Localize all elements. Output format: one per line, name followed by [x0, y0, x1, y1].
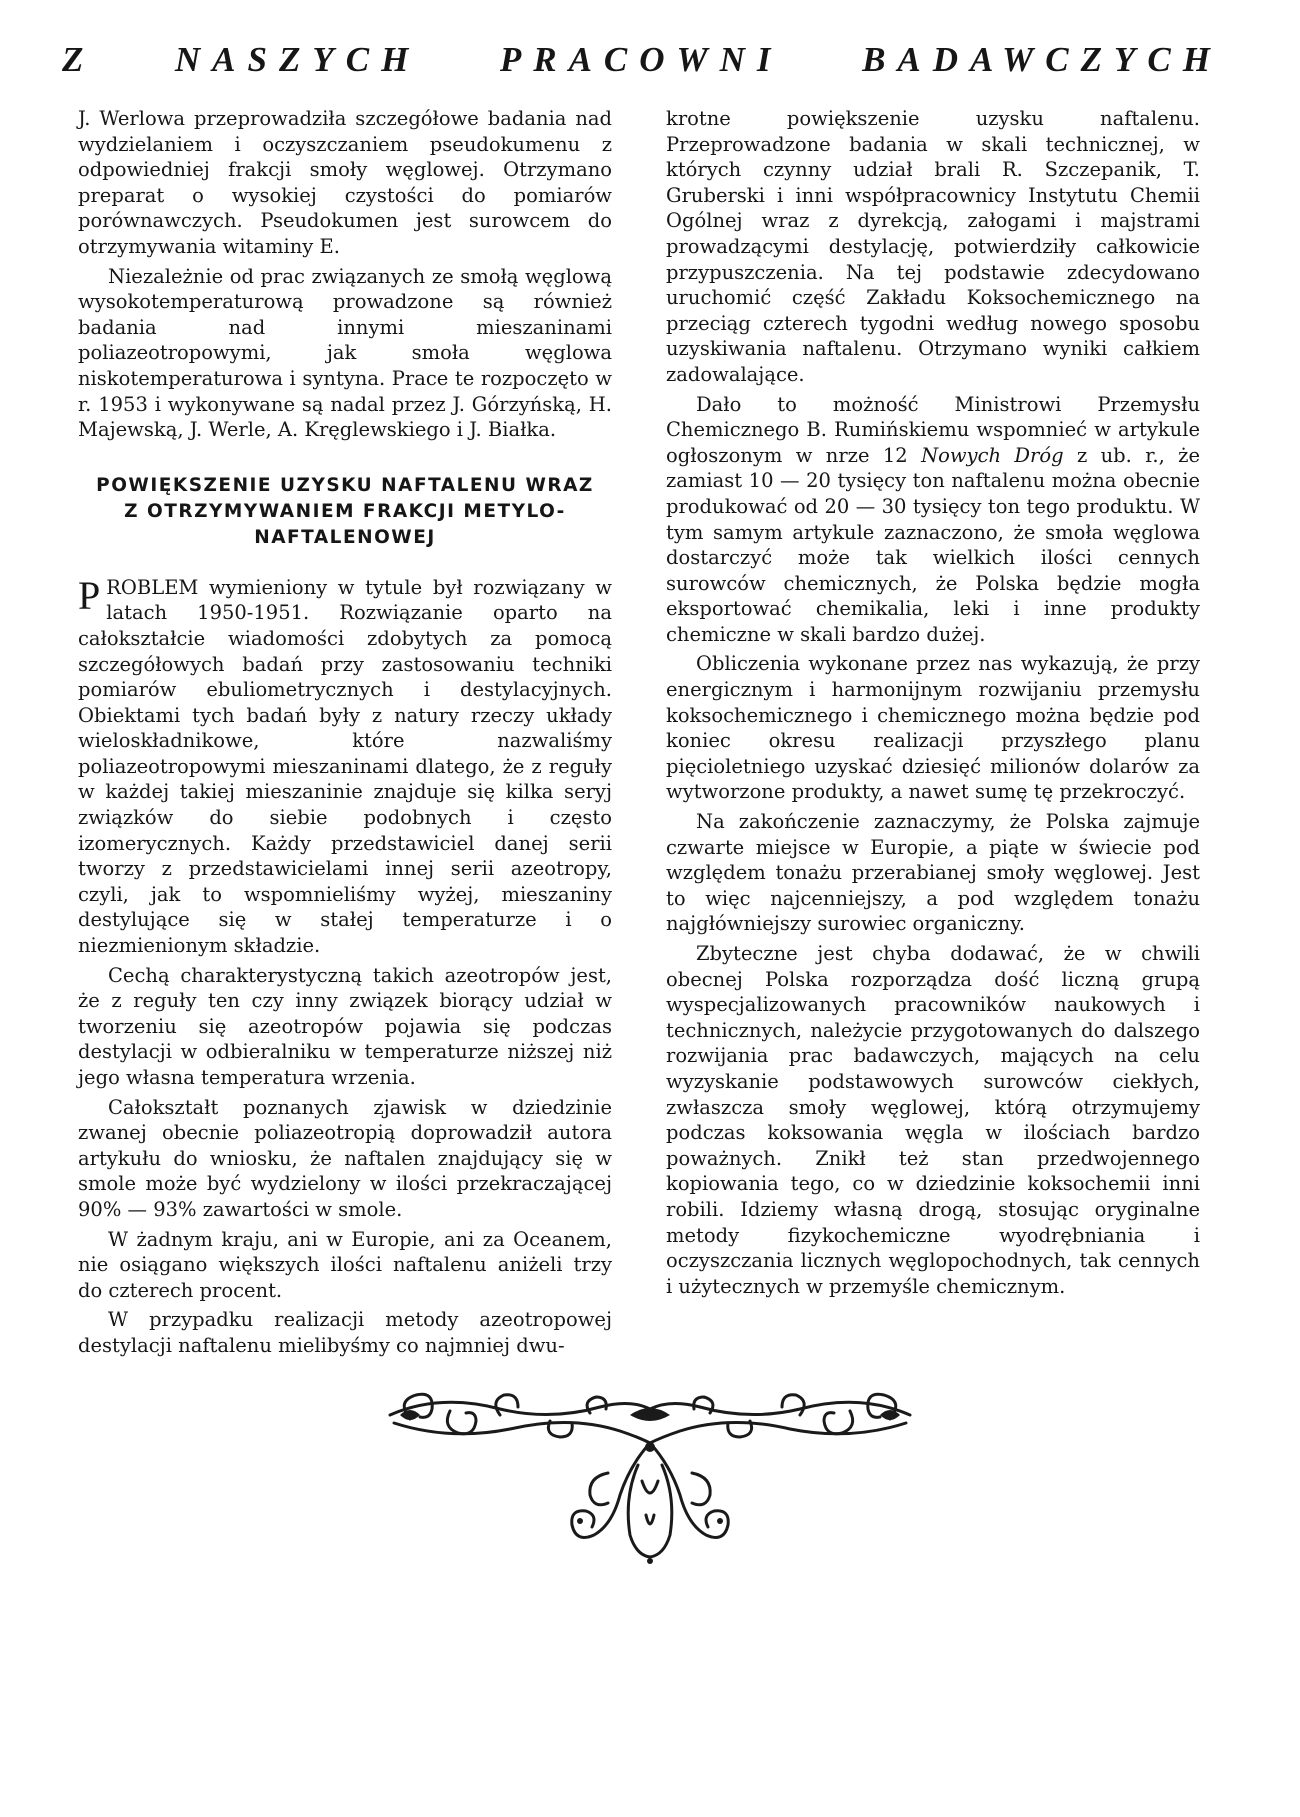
drop-cap: P [78, 572, 101, 618]
section-heading [82, 473, 608, 551]
paragraph: W żadnym kraju, ani w Europie, ani za Oceanem, nie osiągano większych ilości naftalenu aniżeli trzy do czterech procent. [78, 1227, 612, 1302]
running-head-word: Z [62, 40, 96, 79]
left-column [78, 106, 612, 1363]
lead-text: wymieniony w tytule był rozwiązany w latach 1950-1951. Rozwiązanie oparto na całokształcie wiadomości zdobytych za pomocą szczegółowych badań przy zastosowaniu techniki pomiarów ebuliometrycznych i destylacyjnych. Obiektami tych badań były z natury rzeczy układy wieloskładnikowe, które nazwaliśmy poliazeotropowymi mieszaninami dlatego, że z reguły w każdej takiej mieszaninie znajduje się kilka seryj związków do siebie podobnych i często izomerycznych. Każdy przedstawiciel danej serii tworzy z przedstawicielami innej serii azeotropy, czyli, jak to wspomnieliśmy wyżej, mieszaniny destylujące się w stałej temperaturze i o niezmienionym składzie. [78, 575, 612, 958]
floral-tailpiece-ornament [380, 1385, 920, 1565]
paragraph-text: z ub. r., że zamiast 10 — 20 tysięcy ton naftalenu można obecnie produkować od 20 — 30 tysięcy ton tego produktu. W tym samym artykule zaznaczono, że smoła węglowa dostarczyć może tak wielkich ilości cennych surowców chemicznych, że Polska będzie mogła eksportować chemikalia, leki i inne produkty chemiczne w skali bardzo dużej. [666, 443, 1200, 646]
paragraph: J. Werlowa przeprowadziła szczegółowe badania nad wydzielaniem i oczyszczaniem pseudokumenu z odpowiedniej frakcji smoły węglowej. Otrzymano preparat o wysokiej czystości do pomiarów porównawczych. Pseudokumen jest surowcem do otrzymywania witaminy E. [78, 107, 612, 258]
paragraph: Zbyteczne jest chyba dodawać, że w chwili obecnej Polska rozporządza dość liczną grupą wyspecjalizowanych pracowników naukowych i technicznych, należycie przygotowanych do dalszego rozwijania prac badawczych, mających na celu wyzyskanie podstawowych surowców ciekłych, zwłaszcza smoły węglowej, którą otrzymujemy podczas koksowania węgla w ilościach bardzo poważnych. Znikł też stan przedwojennego kopiowania tego, co w dziedzinie koksochemii inni robili. Idziemy własną drogą, stosując oryginalne metody fizykochemiczne wyodrębniania i oczyszczania licznych węglopochodnych, tak cennych i użytecznych w przemyśle chemicznym. [666, 942, 1200, 1298]
paragraph [666, 392, 1200, 648]
section-heading-line: Z OTRZYMYWANIEM FRAKCJI METYLO- [124, 500, 566, 522]
paragraph: Na zakończenie zaznaczymy, że Polska zajmuje czwarte miejsce w Europie, a piąte w świecie pod względem tonażu przerabianej smoły węglowej. Jest to więc najcenniejszy, a pod względem tonażu najgłówniejszy surowiec organiczny. [666, 810, 1200, 936]
lead-smallcaps: ROBLEM [106, 575, 199, 599]
section-heading-line: POWIĘKSZENIE UZYSKU NAFTALENU WRAZ [96, 474, 594, 496]
paragraph-text: Dało to możność Ministrowi Przemysłu Chemicznego B. Rumińskiemu wspomnieć w artykule ogłoszonym w nrze 12 [666, 392, 1200, 467]
running-head-word: NASZYCH [174, 40, 421, 79]
publication-title: Nowych Dróg [921, 443, 1064, 467]
paragraph: Niezależnie od prac związanych ze smołą węglową wysokotemperaturową prowadzone są również badania nad innymi mieszaninami poliazeotropowymi, jak smoła węglowa niskotemperaturowa i syntyna. Prace te rozpoczęto w r. 1953 i wykonywane są nadal przez J. Górzyńską, H. Majewską, J. Werle, A. Kręglewskiego i J. Białka. [78, 264, 612, 442]
section-heading-line: NAFTALENOWEJ [254, 526, 436, 548]
running-head [62, 40, 1222, 80]
paragraph: Całokształt poznanych zjawisk w dziedzinie zwanej obecnie poliazeotropią doprowadził autora artykułu do wniosku, że naftalen znajdujący się w smole może być wydzielony w ilości przekraczającej 90% — 93% zawartości w smole. [78, 1095, 612, 1221]
running-head-word: PRACOWNI [499, 40, 783, 79]
paragraph: krotne powiększenie uzysku naftalenu. Przeprowadzone badania w skali technicznej, w których czynny udział brali R. Szczepanik, T. Gruberski i inni współpracownicy Instytutu Chemii Ogólnej wraz z dyrekcją, załogami i majstrami prowadzącymi destylację, potwierdziły całkowicie przypuszczenia. Na tej podstawie zdecydowano uruchomić część Zakładu Koksochemicznego na przeciąg czterech tygodni według nowego sposobu uzyskiwania naftalenu. Otrzymano wyniki całkiem zadowalające. [666, 107, 1200, 386]
running-head-word: BADAWCZYCH [862, 40, 1222, 79]
paragraph: Cechą charakterystyczną takich azeotropów jest, że z reguły ten czy inny związek biorący udział w tworzeniu się azeotropów pojawia się podczas destylacji w odbieralniku w temperaturze niższej niż jego własna temperatura wrzenia. [78, 963, 612, 1089]
paragraph: Obliczenia wykonane przez nas wykazują, że przy energicznym i harmonijnym rozwijaniu przemysłu koksochemicznego i chemicznego można będzie pod koniec okresu realizacji przyszłego planu pięcioletniego uzyskać dziesięć milionów dolarów za wytworzone produkty, a nawet sumę tę przekroczyć. [666, 652, 1200, 804]
right-column [666, 106, 1200, 1303]
lead-paragraph [78, 572, 612, 959]
paragraph: W przypadku realizacji metody azeotropowej destylacji naftalenu mielibyśmy co najmniej dwu- [78, 1308, 612, 1357]
